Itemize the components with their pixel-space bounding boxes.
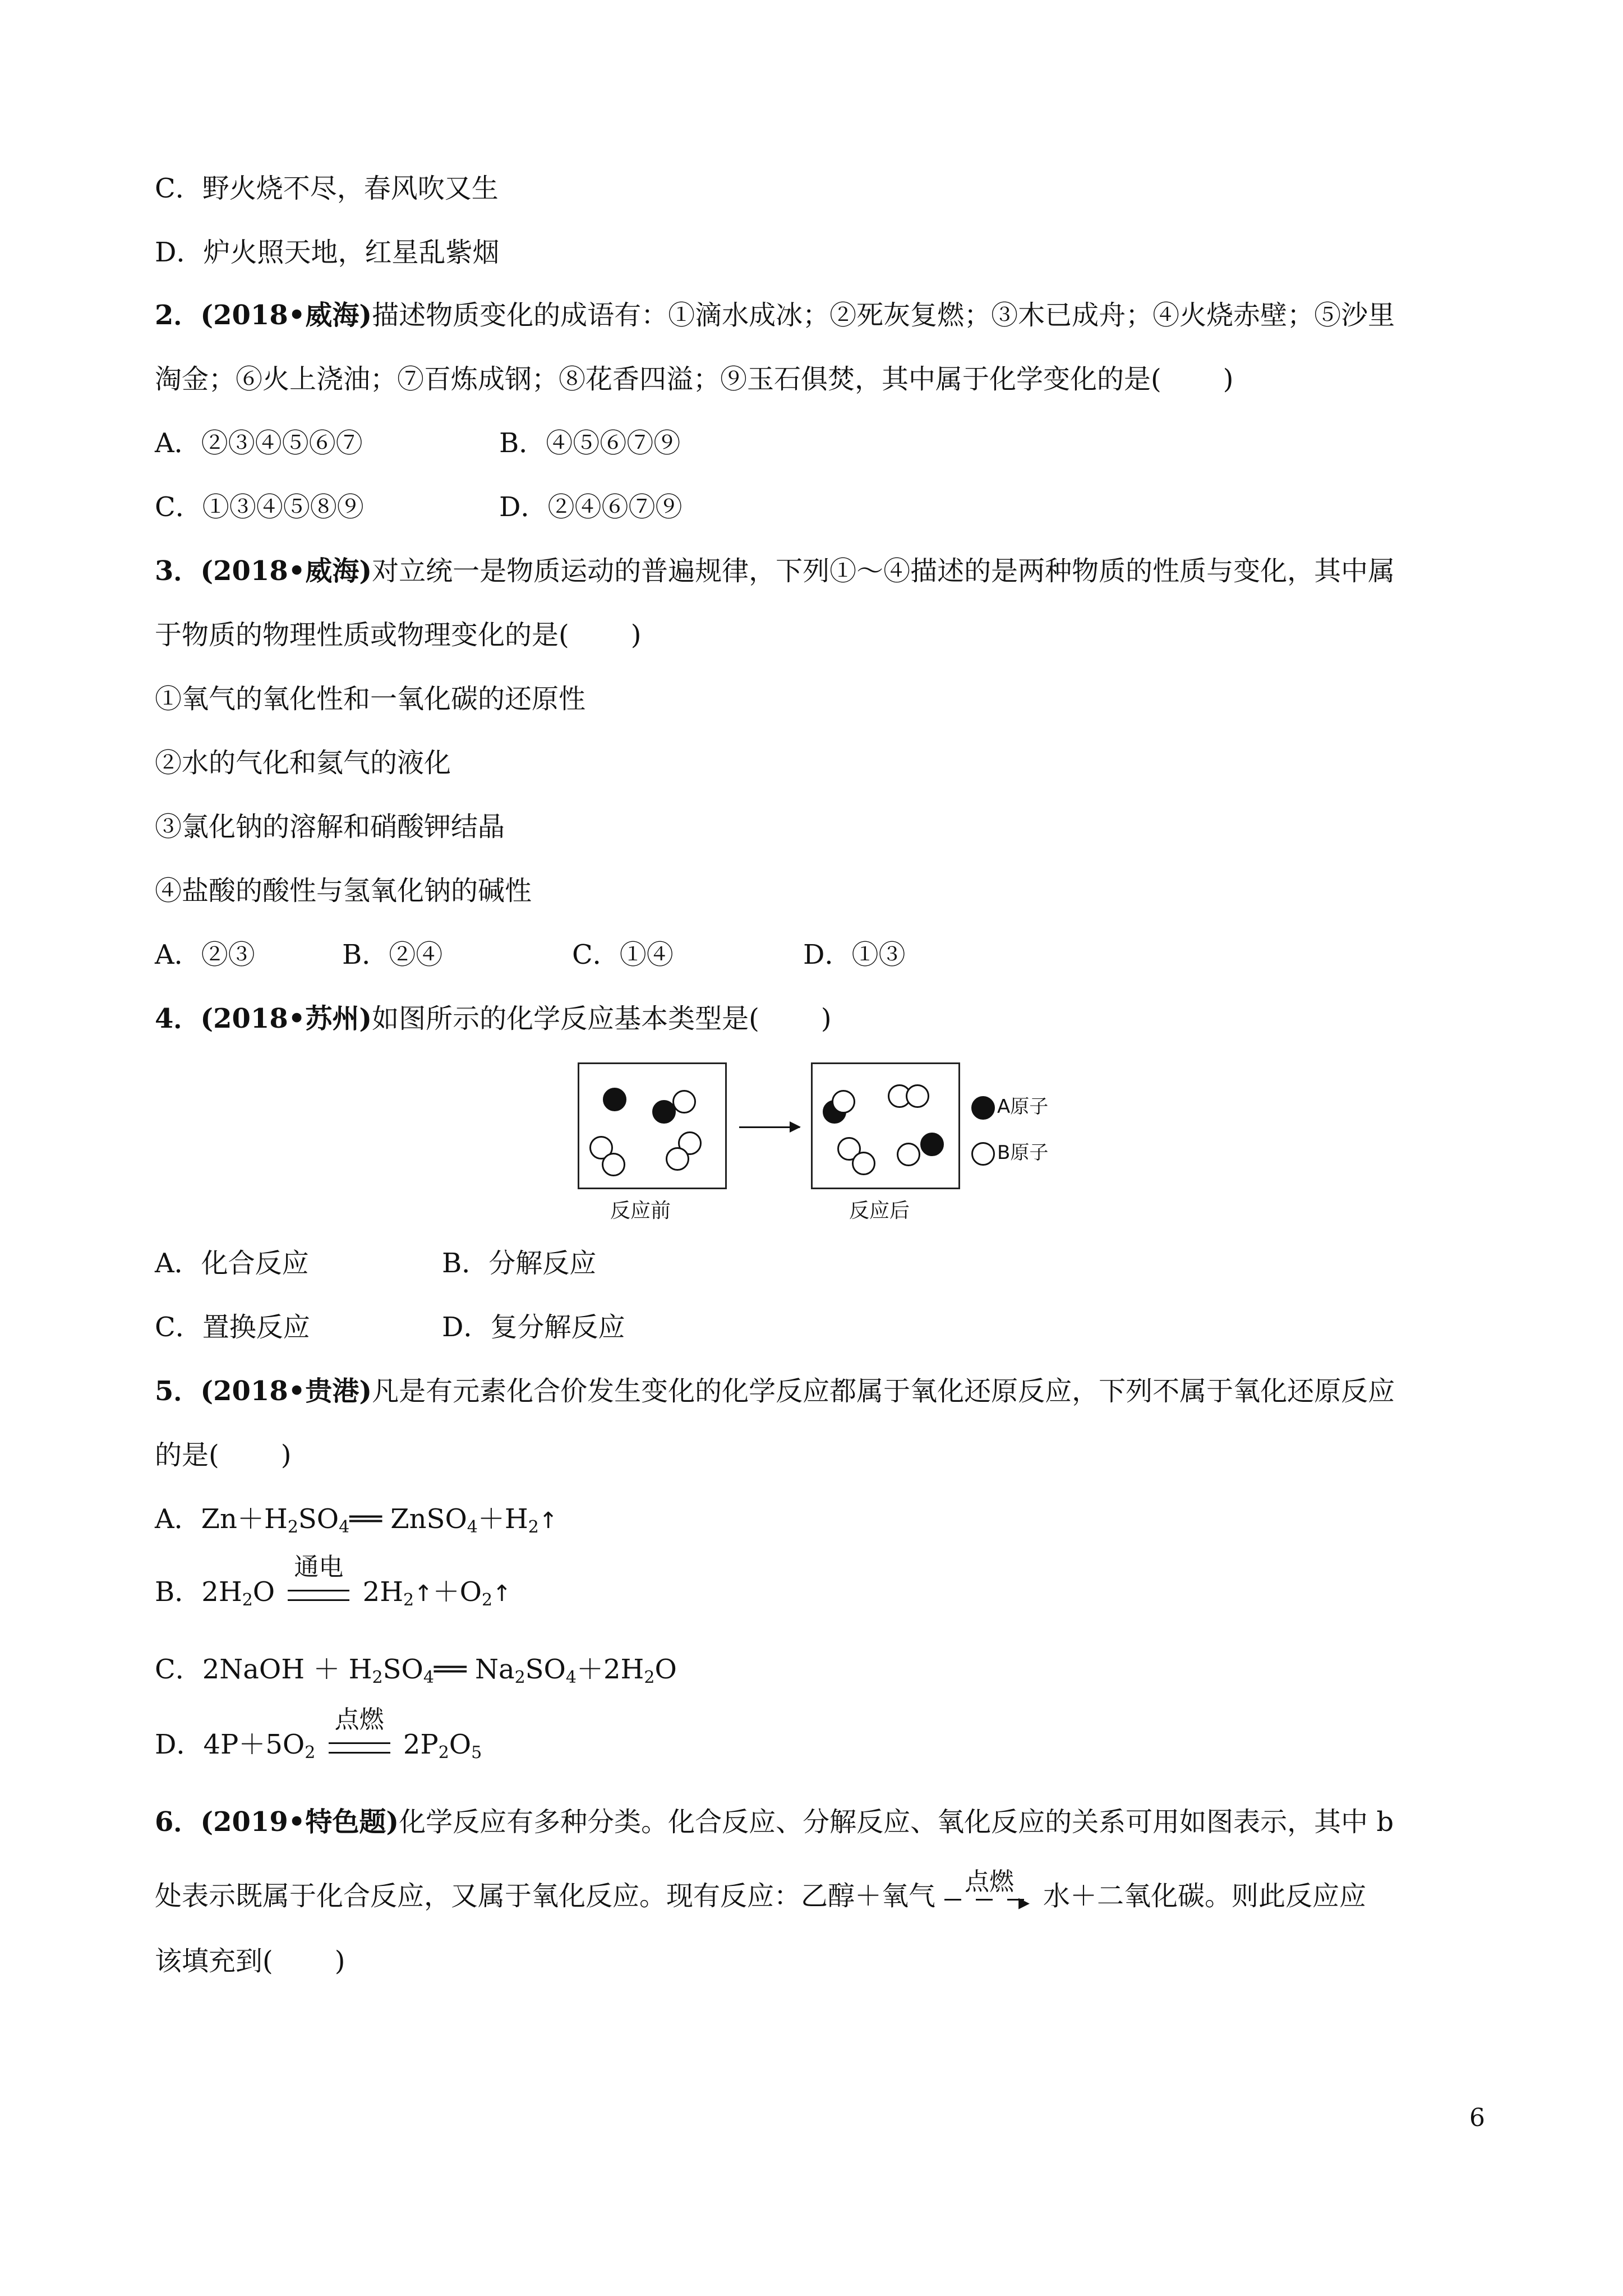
- q2-option-b: B．④⑤⑥⑦⑨: [499, 427, 681, 459]
- q5-stem-line2: [155, 1438, 291, 1472]
- q6-number: 6．: [155, 1806, 201, 1838]
- legend-b-atom-icon: [971, 1142, 995, 1166]
- q3-paren: ): [630, 619, 642, 651]
- legend-a-label: A原子: [997, 1096, 1049, 1118]
- q3-stem-line1: [155, 554, 1395, 588]
- q2-source: (2018•威海): [200, 300, 372, 331]
- q5-stem-text: 凡是有元素化合价发生变化的化学反应都属于氧化还原反应，下列不属于氧化还原反应: [372, 1375, 1395, 1407]
- q3-option-d: D．①③: [803, 939, 906, 970]
- q2-number: 2．: [155, 300, 201, 331]
- q2-stem-line2: [155, 362, 1233, 396]
- q5-option-d-label: D．: [155, 1729, 204, 1760]
- condition-label: 通电: [294, 1553, 344, 1581]
- b-atom: [832, 1090, 855, 1114]
- q5-option-c: C．2NaOH ＋ $H_2SO_4══$ $Na_2SO_4+2H_2O$: [155, 1654, 677, 1687]
- q3-number: 3．: [155, 555, 201, 587]
- q6-stem-text2b: 水＋二氧化碳。则此反应应: [1043, 1880, 1367, 1912]
- legend-a-atom-icon: [971, 1096, 995, 1120]
- q4-number: 4．: [155, 1003, 201, 1034]
- q5-stem-text2: 的是(: [155, 1439, 219, 1471]
- q6-stem-line3: [155, 1944, 345, 1978]
- q5-option-c-label: C．: [155, 1654, 202, 1685]
- q3-stem-line2: [155, 618, 641, 652]
- q6-stem-line2: [155, 1867, 1367, 1915]
- q3-source: (2018•威海): [200, 555, 372, 587]
- q4-option-a: A．化合反应: [155, 1248, 309, 1279]
- ignition-equals-sign: [329, 1705, 390, 1754]
- q3-option-b: B．②④: [342, 939, 443, 970]
- ignition-dashed-arrow: 点燃 ▸: [944, 1890, 1034, 1907]
- q4-stem-text: 如图所示的化学反应基本类型是(: [372, 1003, 759, 1034]
- q5-option-a-label: A．: [155, 1503, 201, 1535]
- q1-option-c: C．野火烧不尽，春风吹又生: [155, 173, 499, 204]
- q6-paren: ): [334, 1945, 345, 1977]
- b-atom: [666, 1147, 689, 1171]
- q4-source: (2018•苏州): [200, 1003, 372, 1034]
- q3-item-4: ④盐酸的酸性与氢氧化钠的碱性: [155, 875, 532, 907]
- q3-item-1: ①氧气的氧化性和一氧化碳的还原性: [155, 683, 586, 715]
- b-atom: [897, 1143, 920, 1166]
- before-caption: 反应前: [610, 1199, 671, 1222]
- q3-item-2: ②水的气化和氦气的液化: [155, 747, 451, 779]
- q2-option-a: A．②③④⑤⑥⑦: [155, 427, 363, 459]
- q2-stem-text: 描述物质变化的成语有：①滴水成冰；②死灰复燃；③木已成舟；④火烧赤壁；⑤沙里: [372, 300, 1395, 331]
- q6-stem-text: 化学反应有多种分类。化合反应、分解反应、氧化反应的关系可用如图表示，其中 b: [399, 1806, 1394, 1838]
- q6-stem-line1: [155, 1805, 1394, 1839]
- condition-label: 点燃: [965, 1867, 1015, 1896]
- legend-b-label: B原子: [997, 1142, 1049, 1164]
- q2-option-d: D．②④⑥⑦⑨: [499, 491, 683, 523]
- q5-number: 5．: [155, 1375, 201, 1407]
- b-atom: [602, 1153, 625, 1176]
- electrolysis-equals-sign: [288, 1553, 349, 1601]
- q5-stem-line1: [155, 1374, 1395, 1408]
- q5-option-d: D．$4P+5O_2$ 点燃 $2P_2O_5$: [155, 1728, 482, 1770]
- b-atom: [852, 1152, 875, 1175]
- q5-paren: ): [280, 1439, 292, 1471]
- reaction-arrow: [739, 1126, 800, 1128]
- q2-option-c: C．①③④⑤⑧⑨: [155, 491, 364, 523]
- q5-option-b: B．$2H_2O$ 通电 $2H_2↑+O_2↑$: [155, 1575, 511, 1617]
- b-atom: [672, 1090, 696, 1114]
- q4-stem: [155, 1002, 832, 1036]
- q3-option-c: C．①④: [572, 939, 674, 970]
- q1-option-d: D．炉火照天地，红星乱紫烟: [155, 237, 500, 268]
- a-atom: [603, 1088, 626, 1111]
- q4-paren: ): [820, 1003, 832, 1034]
- q6-source: (2019•特色题): [200, 1806, 399, 1838]
- q4-option-b: B．分解反应: [442, 1248, 597, 1279]
- q5-source: (2018•贵港): [200, 1375, 372, 1407]
- q5-option-a: A．$Zn+H_2SO_4══$ $ZnSO_4+H_2↑$: [155, 1503, 558, 1537]
- q2-paren: ): [1223, 364, 1234, 395]
- q2-stem-text2: 淘金；⑥火上浇油；⑦百炼成钢；⑧花香四溢；⑨玉石俱焚，其中属于化学变化的是(: [155, 364, 1161, 395]
- after-caption: 反应后: [849, 1199, 910, 1222]
- after-reaction-box: [811, 1062, 960, 1189]
- q3-stem-text2: 于物质的物理性质或物理变化的是(: [155, 619, 569, 651]
- a-atom: [920, 1133, 944, 1156]
- condition-label: 点燃: [334, 1705, 384, 1734]
- q4-option-c: C．置换反应: [155, 1312, 310, 1343]
- q3-item-3: ③氯化钠的溶解和硝酸钾结晶: [155, 811, 505, 843]
- q4-option-d: D．复分解反应: [442, 1312, 625, 1343]
- page-number: 6: [1469, 2104, 1485, 2132]
- q5-option-b-label: B．: [155, 1576, 202, 1608]
- q6-stem-text2a: 处表示既属于化合反应，又属于氧化反应。现有反应：乙醇＋氧气: [155, 1880, 936, 1912]
- q6-stem-text3: 该填充到(: [155, 1945, 273, 1977]
- q3-stem-text: 对立统一是物质运动的普遍规律，下列①～④描述的是两种物质的性质与变化，其中属: [372, 555, 1395, 587]
- before-reaction-box: [578, 1062, 727, 1189]
- q3-option-a: A．②③: [155, 939, 255, 970]
- b-atom: [906, 1084, 929, 1108]
- q2-stem-line1: [155, 298, 1395, 332]
